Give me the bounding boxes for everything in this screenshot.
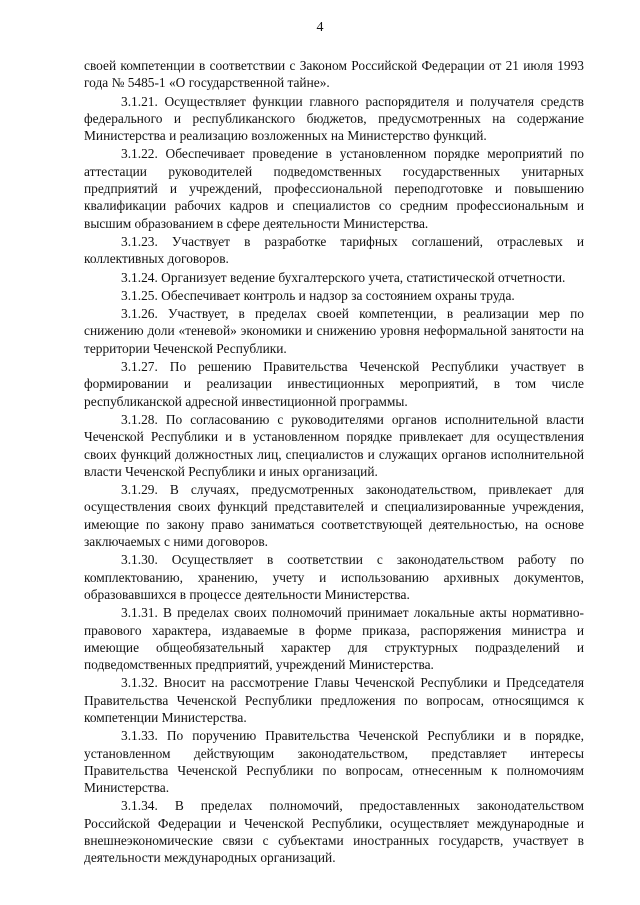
paragraph: 3.1.31. В пределах своих полномочий принимает локальные акты нормативно-правового характера, издаваемые в форме приказа, распоряжения министра и имеющие общеобязательный характер для структурных подразделений и подведомственных предприятий, учреждений Министерства.: [84, 605, 584, 673]
paragraph: 3.1.28. По согласованию с руководителями органов исполнительной власти Чеченской Республики и в установленном порядке привлекает для осуществления своих функций должностных лиц, специалистов и служащих органов исполнительной власти Чеченской Республики и иных организаций.: [84, 411, 584, 479]
document-body: [84, 57, 584, 868]
paragraph: 3.1.21. Осуществляет функции главного распорядителя и получателя средств федерального и республиканского бюджетов, предусмотренных на содержание Министерства и реализацию возложенных на Министерство функций.: [84, 93, 584, 144]
paragraph: 3.1.32. Вносит на рассмотрение Главы Чеченской Республики и Председателя Правительства Чеченской Республики предложения по вопросам, относящимся к компетенции Министерства.: [84, 675, 584, 725]
paragraph: 3.1.27. По решению Правительства Чеченской Республики участвует в формировании и реализации инвестиционных мероприятий, в том числе республиканской адресной инвестиционной программы.: [84, 359, 584, 409]
paragraph: 3.1.24. Организует ведение бухгалтерского учета, статистической отчетности.: [121, 269, 566, 285]
paragraph: 3.1.34. В пределах полномочий, предоставленных законодательством Российской Федерации и Чеченской Республики, осуществляет международные и внешнеэкономические связи с субъектами иностранных государств, участвует в деятельности международных организаций.: [84, 798, 584, 866]
paragraph: 3.1.22. Обеспечивает проведение в установленном порядке мероприятий по аттестации руководителей подведомственных государственных унитарных предприятий и учреждений, профессиональной переподготовке и повышению квалификации рабочих кадров и специалистов со средним профессиональным и высшим образованием в сфере деятельности Министерства.: [84, 146, 584, 231]
paragraph: 3.1.25. Обеспечивает контроль и надзор за состоянием охраны труда.: [121, 287, 515, 303]
page-number: 4: [316, 20, 324, 35]
paragraph: 3.1.30. Осуществляет в соответствии с законодательством работу по комплектованию, хранению, учету и использованию архивных документов, образовавшихся в процессе деятельности Министерства.: [84, 552, 584, 602]
paragraph: своей компетенции в соответствии с Законом Российской Федерации от 21 июля 1993 года № 5485-1 «О государственной тайне».: [84, 58, 584, 91]
paragraph: 3.1.33. По поручению Правительства Чеченской Республики и в порядке, установленном действующим законодательством, представляет интересы Правительства Чеченской Республики по вопросам, отнесенным к полномочиям Министерства.: [84, 728, 584, 796]
paragraph: 3.1.26. Участвует, в пределах своей компетенции, в реализации мер по снижению доли «теневой» экономики и снижению уровня неформальной занятости на территории Чеченской Республики.: [84, 306, 584, 356]
paragraph: 3.1.29. В случаях, предусмотренных законодательством, привлекает для осуществления своих функций представителей и специализированные учреждения, имеющие по закону право заниматься соответствующей деятельностью, на основе заключаемых с ними договоров.: [84, 482, 584, 550]
paragraph: 3.1.23. Участвует в разработке тарифных соглашений, отраслевых и коллективных договоров.: [84, 233, 584, 267]
